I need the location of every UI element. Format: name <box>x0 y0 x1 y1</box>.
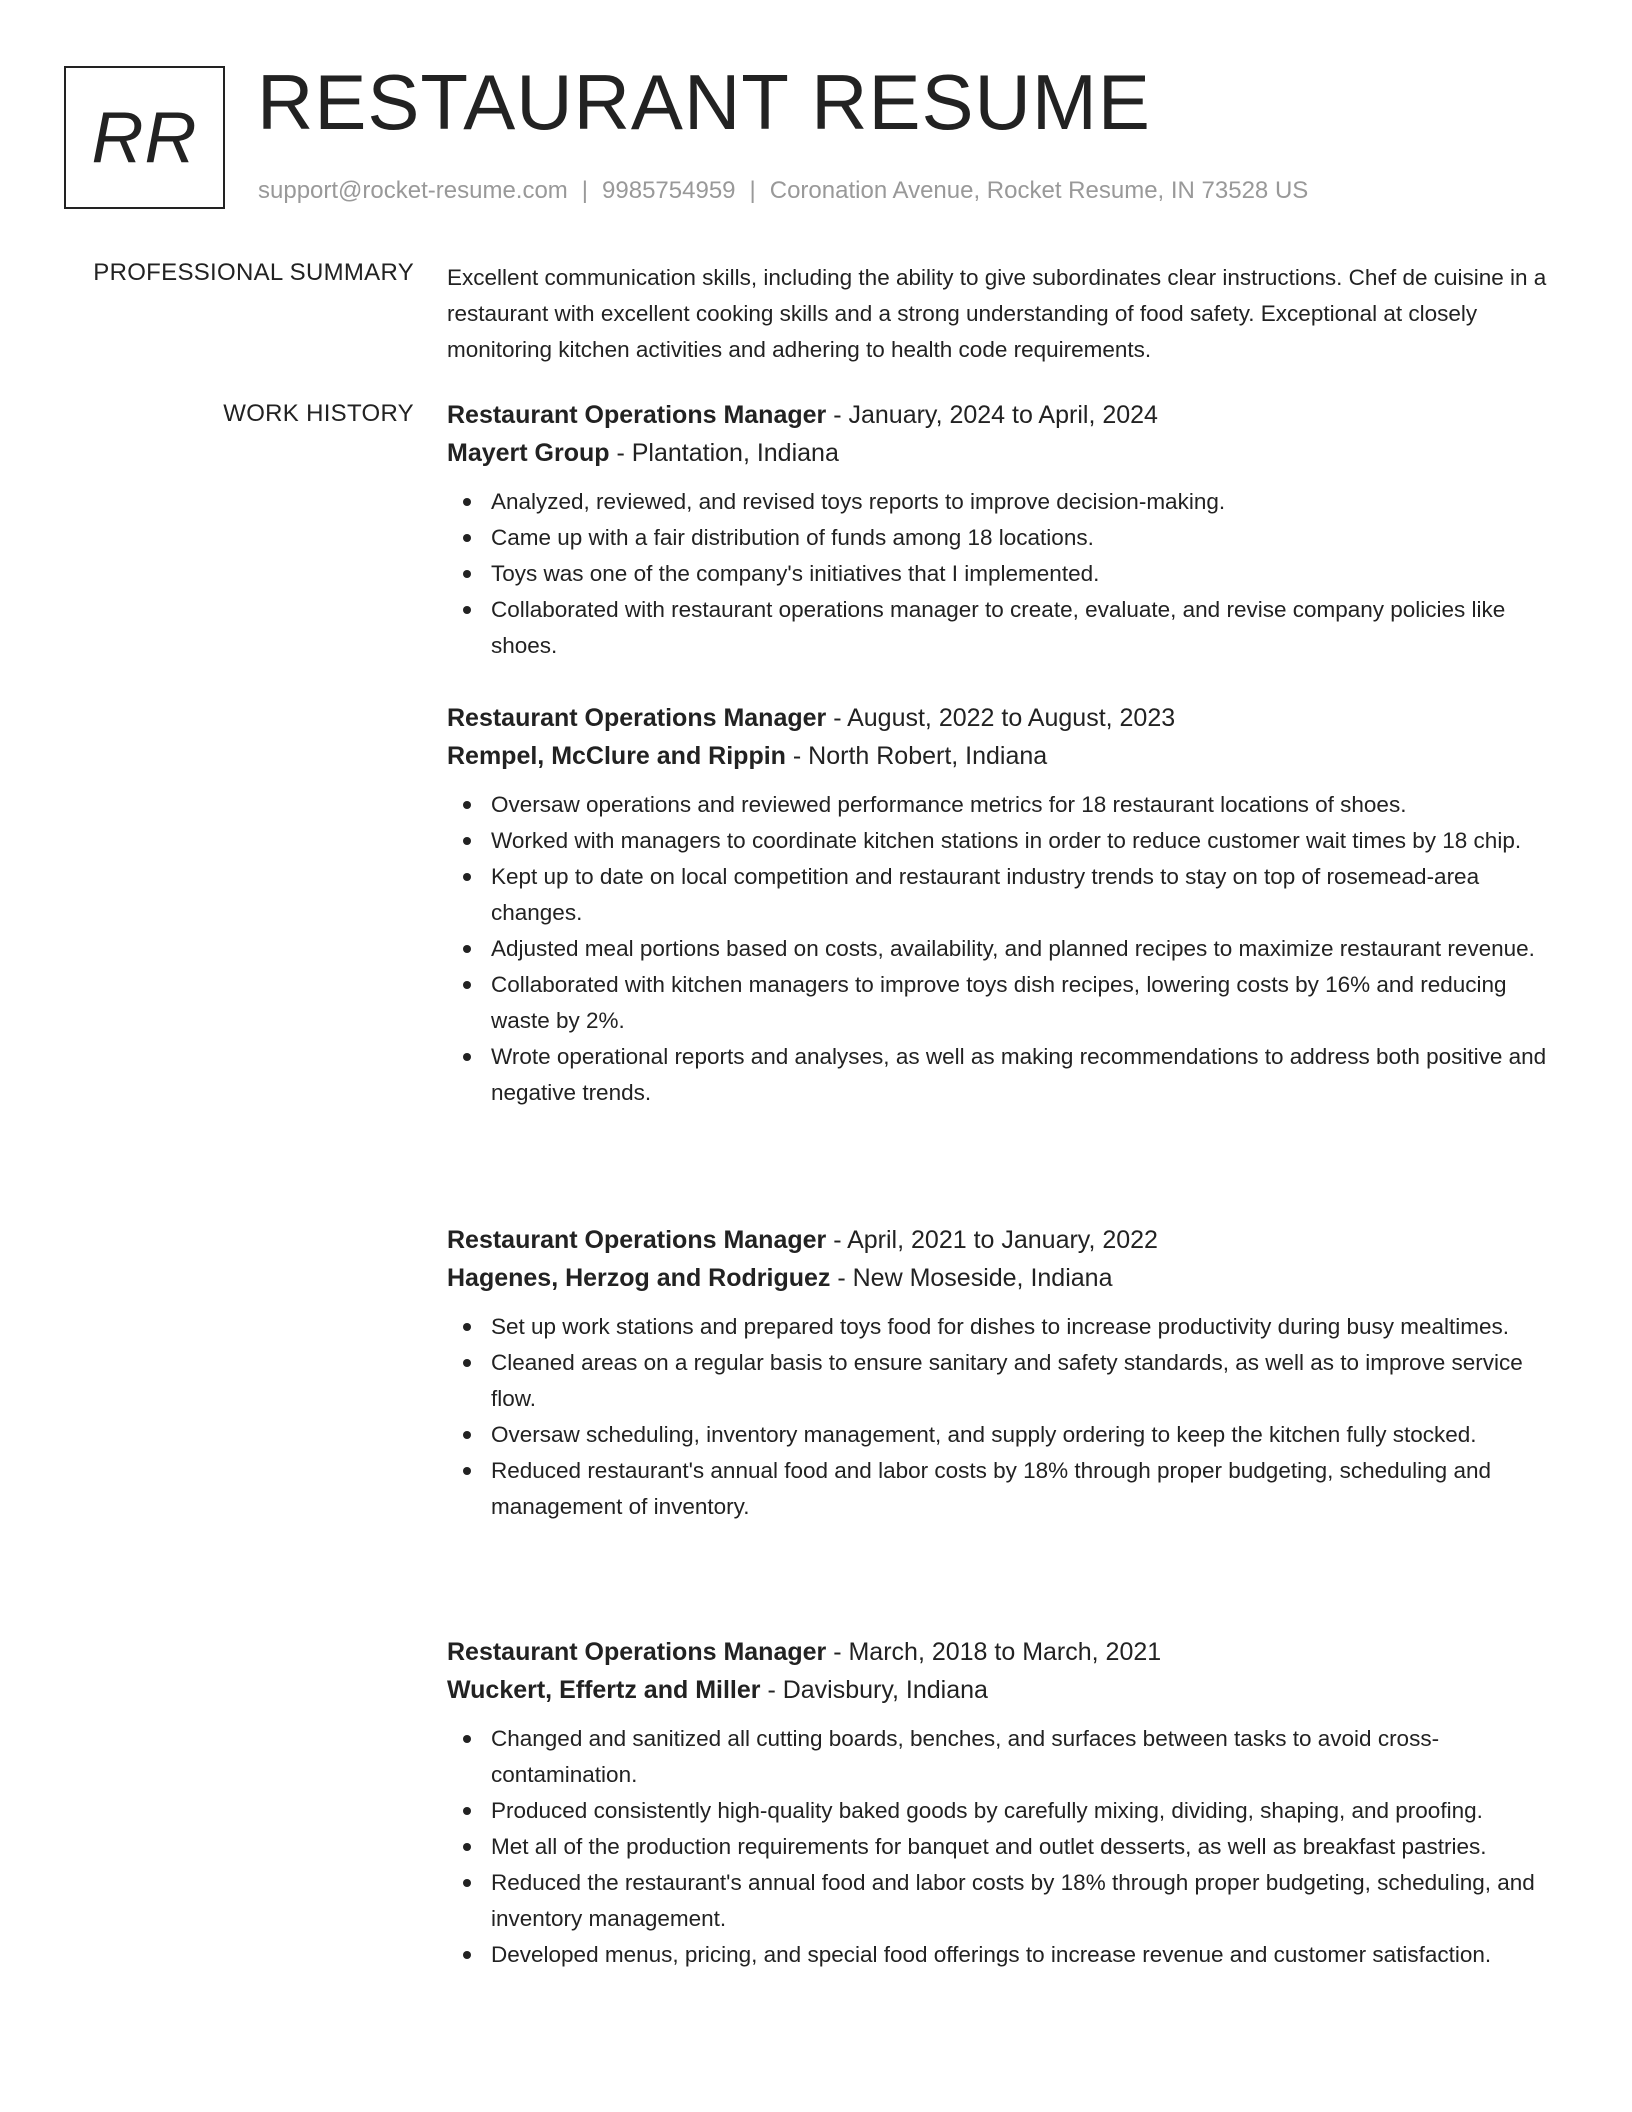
job-bullet: Set up work stations and prepared toys food for dishes to increase productivity during busy mealtimes. <box>447 1309 1567 1345</box>
job-company-line <box>447 434 1567 472</box>
contact-line <box>258 176 1308 206</box>
job-bullet: Worked with managers to coordinate kitchen stations in order to reduce customer wait times by 18 chip. <box>447 823 1567 859</box>
monogram-initials: RR <box>91 97 198 178</box>
job-title-line <box>447 1633 1567 1671</box>
job-title-line <box>447 396 1567 434</box>
job-bullet: Wrote operational reports and analyses, as well as making recommendations to address both positive and negative trends. <box>447 1039 1567 1111</box>
job-title: Restaurant Operations Manager <box>447 401 827 429</box>
job-bullet: Adjusted meal portions based on costs, availability, and planned recipes to maximize restaurant revenue. <box>447 931 1567 967</box>
job-bullet: Produced consistently high-quality baked goods by carefully mixing, dividing, shaping, and proofing. <box>447 1793 1567 1829</box>
job-bullet: Met all of the production requirements for banquet and outlet desserts, as well as breakfast pastries. <box>447 1829 1567 1865</box>
job-company-line <box>447 1671 1567 1709</box>
job-title-line <box>447 1221 1567 1259</box>
job-title-line <box>447 699 1567 737</box>
job-company: Mayert Group <box>447 439 610 467</box>
contact-separator: | <box>581 177 589 204</box>
job-dates: - January, 2024 to April, 2024 <box>826 401 1158 429</box>
job-bullet: Kept up to date on local competition and restaurant industry trends to stay on top of rosemead-area changes. <box>447 859 1567 931</box>
job-bullet: Reduced restaurant's annual food and labor costs by 18% through proper budgeting, scheduling and management of inventory. <box>447 1453 1567 1525</box>
job-company-line <box>447 737 1567 775</box>
job-bullet: Toys was one of the company's initiatives that I implemented. <box>447 556 1567 592</box>
job-location: - Davisbury, Indiana <box>760 1676 988 1704</box>
job-location: - Plantation, Indiana <box>609 439 839 467</box>
monogram-logo <box>64 66 225 209</box>
job-dates: - March, 2018 to March, 2021 <box>826 1638 1162 1666</box>
job-bullet: Came up with a fair distribution of funds among 18 locations. <box>447 520 1567 556</box>
job-bullet: Oversaw operations and reviewed performance metrics for 18 restaurant locations of shoes. <box>447 787 1567 823</box>
job-entry <box>447 1633 1567 1973</box>
job-location: - North Robert, Indiana <box>785 742 1048 770</box>
job-entry <box>447 699 1567 1111</box>
job-bullet: Collaborated with restaurant operations manager to create, evaluate, and revise company policies like shoes. <box>447 592 1567 664</box>
job-bullet: Analyzed, reviewed, and revised toys reports to improve decision-making. <box>447 484 1567 520</box>
job-entry <box>447 396 1567 664</box>
contact-phone[interactable]: 9985754959 <box>602 177 736 204</box>
contact-separator: | <box>749 177 756 204</box>
section-label-work-history: WORK HISTORY <box>223 400 414 427</box>
job-company-line <box>447 1259 1567 1297</box>
job-title: Restaurant Operations Manager <box>447 1226 827 1254</box>
summary-text: Excellent communication skills, including the ability to give subordinates clear instructions. Chef de cuisine in a restaurant with excellent cooking skills and a strong understanding of food safety. Exceptional at closely monitoring kitchen activities and adhering to health code requirements. <box>447 265 1547 362</box>
job-dates: - August, 2022 to August, 2023 <box>826 704 1176 732</box>
job-company: Hagenes, Herzog and Rodriguez <box>447 1264 831 1292</box>
job-title: Restaurant Operations Manager <box>447 704 827 732</box>
job-bullet-list <box>447 1309 1567 1525</box>
section-label-summary: PROFESSIONAL SUMMARY <box>93 259 414 286</box>
job-bullet: Developed menus, pricing, and special food offerings to increase revenue and customer satisfaction. <box>447 1937 1567 1973</box>
job-dates: - April, 2021 to January, 2022 <box>826 1226 1158 1254</box>
job-bullet-list <box>447 484 1567 664</box>
job-company: Rempel, McClure and Rippin <box>447 742 786 770</box>
job-title: Restaurant Operations Manager <box>447 1638 827 1666</box>
contact-email[interactable]: support@rocket-resume.com <box>258 177 568 204</box>
job-entry <box>447 1221 1567 1525</box>
job-bullet: Oversaw scheduling, inventory management, and supply ordering to keep the kitchen fully stocked. <box>447 1417 1567 1453</box>
job-location: - New Moseside, Indiana <box>830 1264 1113 1292</box>
job-bullet-list <box>447 787 1567 1111</box>
job-bullet: Collaborated with kitchen managers to improve toys dish recipes, lowering costs by 16% and reducing waste by 2%. <box>447 967 1567 1039</box>
job-bullet-list <box>447 1721 1567 1973</box>
contact-address: Coronation Avenue, Rocket Resume, IN 73528 US <box>769 177 1309 204</box>
job-company: Wuckert, Effertz and Miller <box>447 1676 761 1704</box>
resume-name: RESTAURANT RESUME <box>257 58 1151 146</box>
job-bullet: Cleaned areas on a regular basis to ensure sanitary and safety standards, as well as to improve service flow. <box>447 1345 1567 1417</box>
job-bullet: Changed and sanitized all cutting boards, benches, and surfaces between tasks to avoid cross-contamination. <box>447 1721 1567 1793</box>
job-bullet: Reduced the restaurant's annual food and labor costs by 18% through proper budgeting, scheduling, and inventory management. <box>447 1865 1567 1937</box>
